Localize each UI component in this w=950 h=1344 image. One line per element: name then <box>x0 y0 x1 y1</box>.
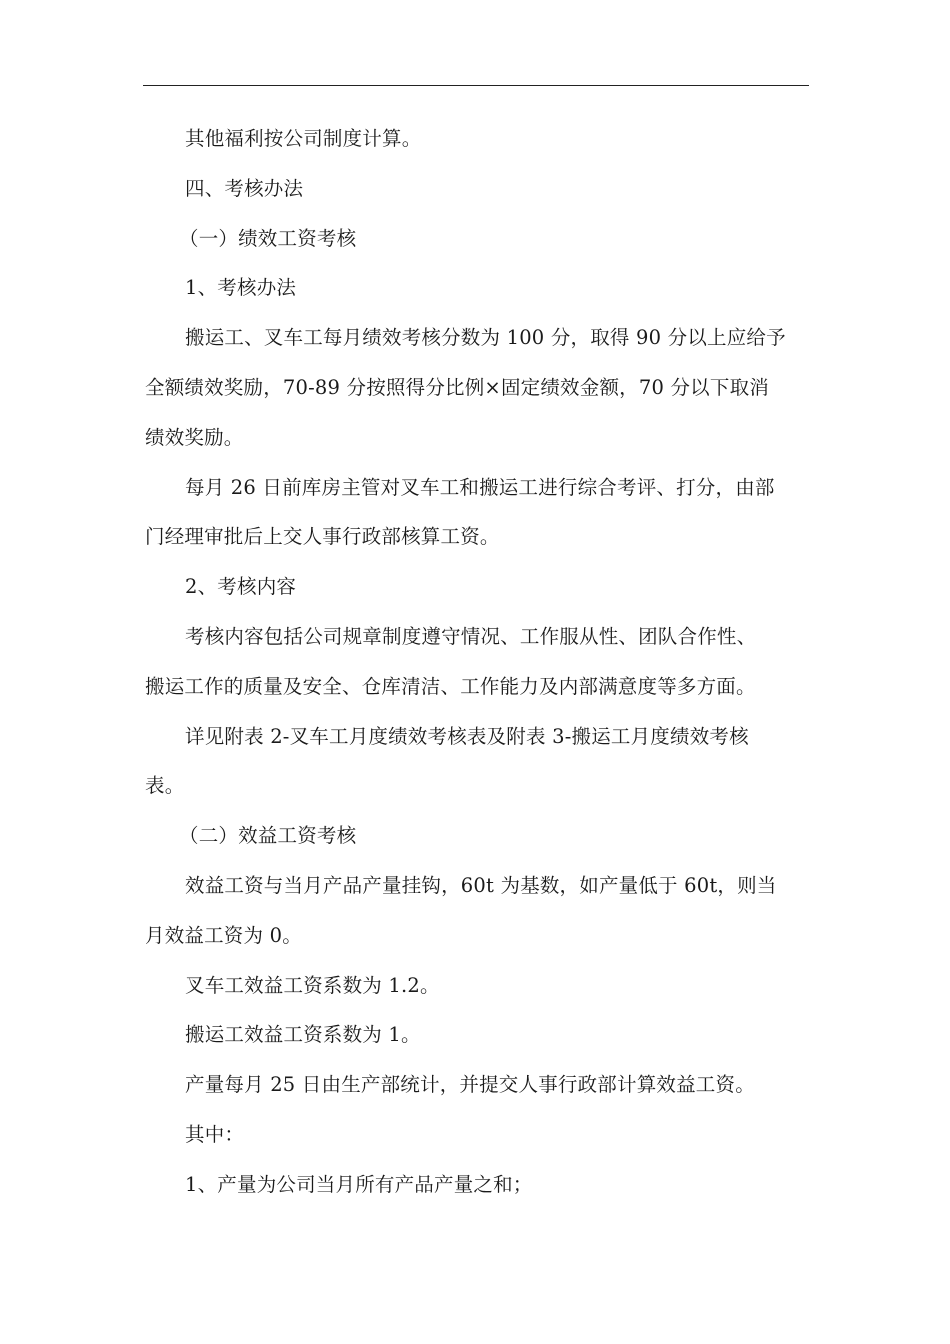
item-output-definition: 1、产量为公司当月所有产品产量之和； <box>185 1172 533 1196</box>
item-heading-assessment-method: 1、考核办法 <box>185 276 297 300</box>
paragraph-monthly-review-line-2: 门经理审批后上交人事行政部核算工资。 <box>145 525 500 549</box>
paragraph-appendix-line-2: 表。 <box>145 774 185 798</box>
document-body <box>145 114 805 1210</box>
header-rule <box>143 85 809 86</box>
item-heading-assessment-content: 2、考核内容 <box>185 575 297 599</box>
subsection-heading-benefit-pay: （二）效益工资考核 <box>179 824 357 848</box>
paragraph-scoring-line-3: 绩效奖励。 <box>145 425 244 449</box>
paragraph-among-which: 其中： <box>185 1122 245 1146</box>
paragraph-appendix-line-1: 详见附表 2-叉车工月度绩效考核表及附表 3-搬运工月度绩效考核 <box>185 724 749 748</box>
paragraph-output-link-line-1: 效益工资与当月产品产量挂钩，60t 为基数，如产量低于 60t，则当 <box>185 873 777 897</box>
paragraph-scoring-line-2: 全额绩效奖励，70-89 分按照得分比例×固定绩效金额，70 分以下取消 <box>145 375 769 399</box>
paragraph-output-statistics: 产量每月 25 日由生产部统计，并提交人事行政部计算效益工资。 <box>185 1073 755 1097</box>
section-heading-assessment: 四、考核办法 <box>185 176 304 200</box>
paragraph-scoring-line-1: 搬运工、叉车工每月绩效考核分数为 100 分，取得 90 分以上应给予 <box>185 326 786 350</box>
paragraph-output-link-line-2: 月效益工资为 0。 <box>145 923 302 947</box>
paragraph-forklift-coefficient: 叉车工效益工资系数为 1.2。 <box>185 973 440 997</box>
paragraph-porter-coefficient: 搬运工效益工资系数为 1。 <box>185 1023 421 1047</box>
paragraph-other-benefits: 其他福利按公司制度计算。 <box>185 127 422 150</box>
paragraph-monthly-review-line-1: 每月 26 日前库房主管对叉车工和搬运工进行综合考评、打分，由部 <box>185 475 775 499</box>
paragraph-content-line-2: 搬运工作的质量及安全、仓库清洁、工作能力及内部满意度等多方面。 <box>145 674 756 698</box>
subsection-heading-performance-pay: （一）绩效工资考核 <box>179 226 357 250</box>
paragraph-content-line-1: 考核内容包括公司规章制度遵守情况、工作服从性、团队合作性、 <box>185 624 757 648</box>
